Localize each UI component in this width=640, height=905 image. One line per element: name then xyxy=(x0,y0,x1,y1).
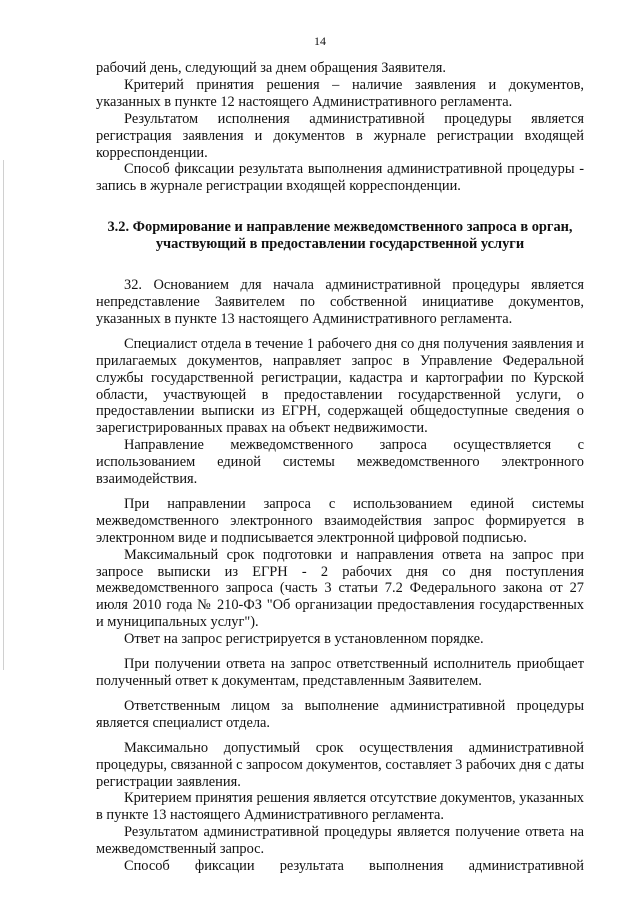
paragraph: рабочий день, следующий за днем обращения Заявителя. xyxy=(96,60,447,76)
scan-edge-line xyxy=(3,160,4,670)
paragraph: Критерий принятия решения – наличие заявления и документов, указанных в пункте 12 настоящего Административного регламента. xyxy=(96,76,584,110)
paragraph: При направлении запроса с использованием единой системы межведомственного электронного взаимодействия запрос формируется в электронном виде и подписывается электронной цифровой подписью. xyxy=(96,495,584,546)
paragraph: Направление межведомственного запроса осуществляется с использованием единой системы межведомственного электронного взаимодействия. xyxy=(96,437,584,488)
paragraph: 32. Основанием для начала административной процедуры является непредставление Заявителем по собственной инициативе документов, указанных в пункте 13 настоящего Административного регламента. xyxy=(96,277,584,327)
paragraph: Способ фиксации результата выполнения административной процедуры - запись в журнале регистрации входящей корреспонденции. xyxy=(96,161,584,195)
paragraph: При получении ответа на запрос ответственный исполнитель приобщает полученный ответ к документам, представленным Заявителем. xyxy=(96,656,584,689)
paragraph: Максимальный срок подготовки и направления ответа на запрос при запросе выписки из ЕГРН - 2 рабочих дня со дня поступления межведомственного запроса (часть 3 статьи 7.2 Федерального закона от 27 июля 2010 года № 210-ФЗ "Об организации предоставления государственных и муниципальных услуг"). xyxy=(96,546,584,631)
paragraph: Ответ на запрос регистрируется в установленном порядке. xyxy=(124,631,484,648)
section-heading: 3.2. Формирование и направление межведомственного запроса в орган, участвующий в предоставлении государственной услуги xyxy=(107,219,573,253)
document-body xyxy=(96,60,584,875)
page-number: 14 xyxy=(314,34,326,48)
paragraph: Способ фиксации результата выполнения административной xyxy=(124,858,584,875)
paragraph: Результатом административной процедуры является получение ответа на межведомственный запрос. xyxy=(96,824,584,858)
paragraph: Результатом исполнения административной процедуры является регистрация заявления и документов в журнале регистрации входящей корреспонденции. xyxy=(96,110,584,161)
paragraph: Ответственным лицом за выполнение административной процедуры является специалист отдела. xyxy=(96,697,584,731)
paragraph: Специалист отдела в течение 1 рабочего дня со дня получения заявления и прилагаемых документов, направляет запрос в Управление Федеральной службы государственной регистрации, кадастра и картографии по Курской области, участвующей в предоставлении государственной услуги, о предоставлении выписки из ЕГРН, содержащей общедоступные сведения о зарегистрированных правах на объект недвижимости. xyxy=(96,335,584,437)
paragraph: Максимально допустимый срок осуществления административной процедуры, связанной с запросом документов, составляет 3 рабочих дня с даты регистрации заявления. xyxy=(96,739,584,790)
paragraph: Критерием принятия решения является отсутствие документов, указанных в пункте 13 настоящего Административного регламента. xyxy=(96,790,584,824)
